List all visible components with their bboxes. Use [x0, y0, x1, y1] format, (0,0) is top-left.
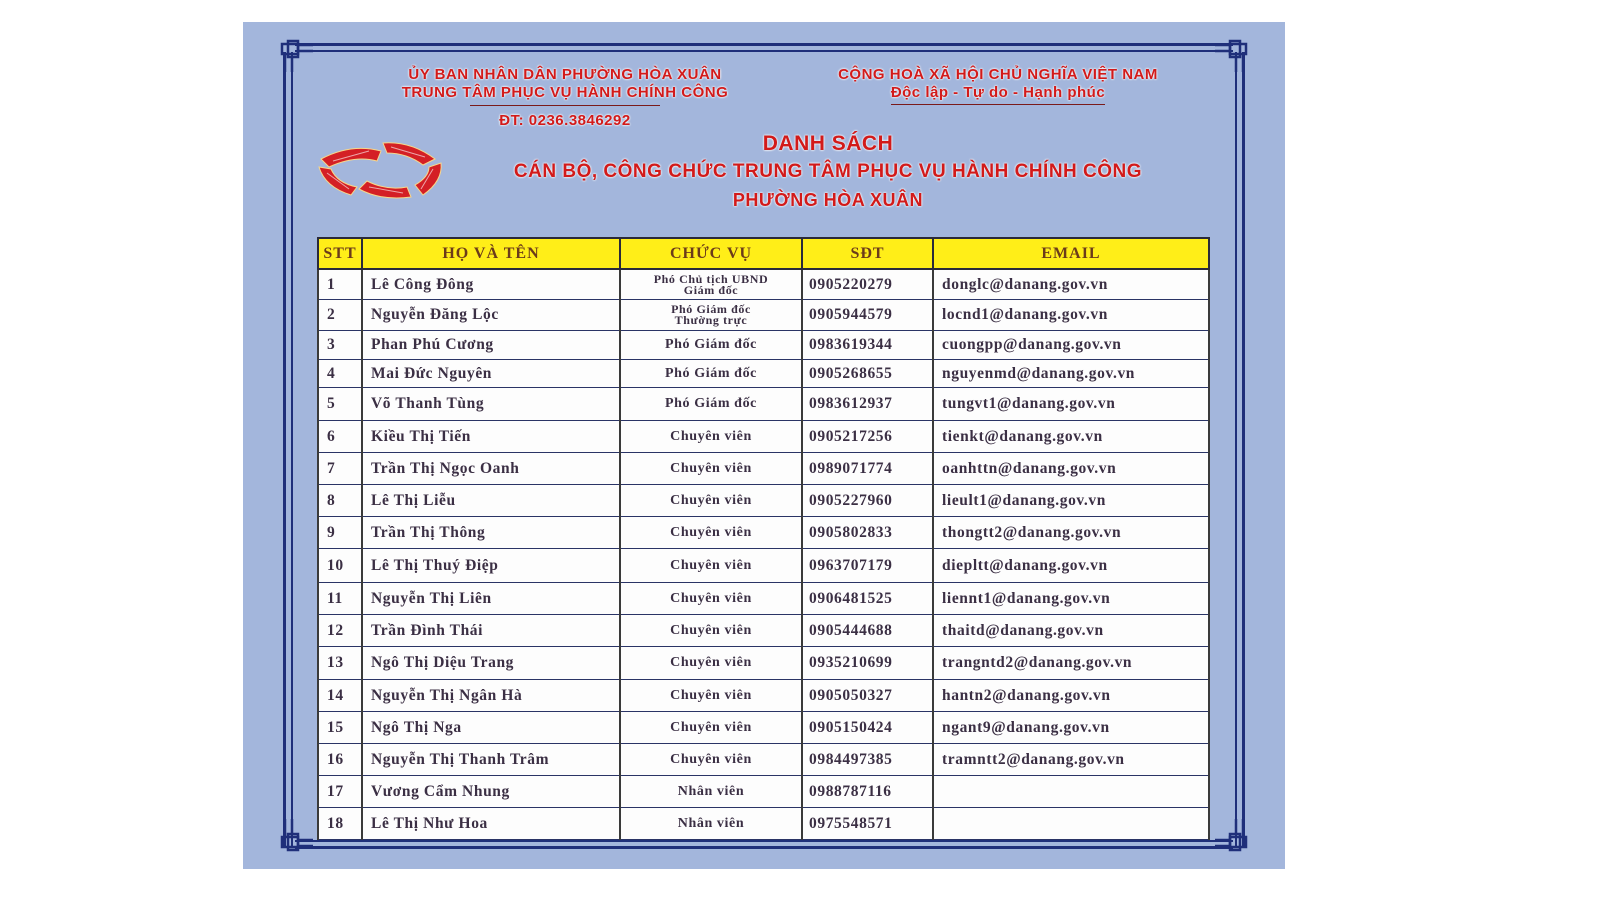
row-email[interactable]: locnd1@danang.gov.vn — [933, 300, 1209, 331]
table-row — [318, 583, 1209, 615]
row-stt: 7 — [318, 453, 362, 485]
table-body — [318, 269, 1209, 840]
header-name: HỌ VÀ TÊN — [362, 238, 620, 269]
row-stt: 8 — [318, 485, 362, 517]
row-phone[interactable]: 0905227960 — [802, 485, 933, 517]
row-name: Võ Thanh Tùng — [362, 388, 620, 421]
national-title: CỘNG HOÀ XÃ HỘI CHỦ NGHĨA VIỆT NAM — [838, 66, 1158, 83]
row-phone[interactable]: 0988787116 — [802, 776, 933, 808]
frame-corner-bottom-left — [279, 819, 313, 853]
row-position: Phó Giám đốc — [620, 388, 802, 421]
row-phone[interactable]: 0984497385 — [802, 744, 933, 776]
row-position: Chuyên viên — [620, 583, 802, 615]
row-email[interactable]: donglc@danang.gov.vn — [933, 269, 1209, 300]
national-header — [793, 66, 1203, 105]
frame-corner-top-left — [279, 38, 313, 72]
row-phone[interactable]: 0983619344 — [802, 331, 933, 360]
row-phone[interactable]: 0905050327 — [802, 680, 933, 712]
row-position: Phó Giám đốc — [620, 360, 802, 388]
row-stt: 12 — [318, 615, 362, 647]
row-name: Trần Đình Thái — [362, 615, 620, 647]
row-name: Mai Đức Nguyên — [362, 360, 620, 388]
row-position: Chuyên viên — [620, 517, 802, 549]
row-phone[interactable]: 0963707179 — [802, 549, 933, 583]
row-email[interactable]: thaitd@danang.gov.vn — [933, 615, 1209, 647]
row-email[interactable]: ngant9@danang.gov.vn — [933, 712, 1209, 744]
row-phone[interactable]: 0989071774 — [802, 453, 933, 485]
header-underline — [470, 105, 660, 106]
row-name: Ngô Thị Nga — [362, 712, 620, 744]
frame-left-inner — [291, 52, 293, 847]
frame-corner-top-right — [1215, 38, 1249, 72]
row-stt: 18 — [318, 808, 362, 840]
title-line-1: DANH SÁCH — [762, 132, 894, 155]
row-stt: 4 — [318, 360, 362, 388]
row-name: Nguyễn Thị Liên — [362, 583, 620, 615]
row-name: Nguyễn Thị Ngân Hà — [362, 680, 620, 712]
row-email[interactable]: tungvt1@danang.gov.vn — [933, 388, 1209, 421]
row-name: Lê Thị Liễu — [362, 485, 620, 517]
table-row — [318, 485, 1209, 517]
row-phone[interactable]: 0905220279 — [802, 269, 933, 300]
row-phone[interactable]: 0935210699 — [802, 647, 933, 680]
table-row — [318, 517, 1209, 549]
row-phone[interactable]: 0906481525 — [802, 583, 933, 615]
row-stt: 3 — [318, 331, 362, 360]
row-position: Chuyên viên — [620, 485, 802, 517]
table-row — [318, 744, 1209, 776]
header-stt: STT — [318, 238, 362, 269]
row-position: Nhân viên — [620, 776, 802, 808]
frame-left-outer — [283, 52, 286, 847]
row-position: Phó Chủ tịch UBND Giám đốc — [620, 269, 802, 300]
row-position: Chuyên viên — [620, 712, 802, 744]
frame-bottom-inner — [295, 840, 1233, 842]
row-email[interactable]: tienkt@danang.gov.vn — [933, 421, 1209, 453]
table-row — [318, 388, 1209, 421]
frame-bottom-outer — [295, 846, 1233, 849]
row-position: Phó Giám đốc Thường trực — [620, 300, 802, 331]
table-row — [318, 647, 1209, 680]
center-name: TRUNG TÂM PHỤC VỤ HÀNH CHÍNH CÔNG — [401, 84, 729, 101]
row-name: Lê Thị Như Hoa — [362, 808, 620, 840]
row-position: Chuyên viên — [620, 647, 802, 680]
agency-name: ỦY BAN NHÂN DÂN PHƯỜNG HÒA XUÂN — [408, 66, 722, 83]
row-stt: 17 — [318, 776, 362, 808]
table-row — [318, 269, 1209, 300]
row-email[interactable]: diepltt@danang.gov.vn — [933, 549, 1209, 583]
row-phone[interactable]: 0905217256 — [802, 421, 933, 453]
row-position: Nhân viên — [620, 808, 802, 840]
row-phone[interactable]: 0905150424 — [802, 712, 933, 744]
row-position: Chuyên viên — [620, 680, 802, 712]
row-stt: 9 — [318, 517, 362, 549]
row-email[interactable]: nguyenmd@danang.gov.vn — [933, 360, 1209, 388]
row-stt: 16 — [318, 744, 362, 776]
national-motto: Độc lập - Tự do - Hạnh phúc — [891, 84, 1105, 105]
star-hands-logo-icon — [311, 137, 453, 201]
staff-list-poster — [243, 22, 1285, 869]
table-row — [318, 300, 1209, 331]
document-title — [473, 130, 1183, 214]
frame-corner-bottom-right — [1215, 819, 1249, 853]
table-row — [318, 615, 1209, 647]
row-stt: 6 — [318, 421, 362, 453]
row-phone[interactable]: 0905268655 — [802, 360, 933, 388]
row-stt: 15 — [318, 712, 362, 744]
row-name: Nguyễn Thị Thanh Trâm — [362, 744, 620, 776]
frame-right-inner — [1235, 52, 1237, 847]
row-email[interactable]: lieult1@danang.gov.vn — [933, 485, 1209, 517]
agency-phone: ĐT: 0236.3846292 — [499, 112, 631, 129]
row-stt: 10 — [318, 549, 362, 583]
row-email[interactable] — [933, 776, 1209, 808]
header-phone: SĐT — [802, 238, 933, 269]
row-email[interactable]: hantn2@danang.gov.vn — [933, 680, 1209, 712]
table-row — [318, 360, 1209, 388]
row-name: Trần Thị Thông — [362, 517, 620, 549]
row-email[interactable]: liennt1@danang.gov.vn — [933, 583, 1209, 615]
frame-top-outer — [295, 43, 1233, 46]
row-name: Nguyễn Đăng Lộc — [362, 300, 620, 331]
frame-right-outer — [1242, 52, 1245, 847]
table-row — [318, 453, 1209, 485]
title-line-3: PHƯỜNG HÒA XUÂN — [732, 190, 924, 210]
table-row — [318, 421, 1209, 453]
row-name: Lê Công Đông — [362, 269, 620, 300]
frame-top-inner — [295, 50, 1233, 52]
header-position: CHỨC VỤ — [620, 238, 802, 269]
table-row — [318, 808, 1209, 840]
row-position: Chuyên viên — [620, 549, 802, 583]
row-stt: 11 — [318, 583, 362, 615]
row-position: Chuyên viên — [620, 744, 802, 776]
row-email[interactable]: trangntd2@danang.gov.vn — [933, 647, 1209, 680]
row-phone[interactable]: 0983612937 — [802, 388, 933, 421]
table-header-row — [318, 238, 1209, 269]
row-phone[interactable]: 0905802833 — [802, 517, 933, 549]
staff-table — [317, 237, 1210, 840]
row-email[interactable] — [933, 808, 1209, 840]
table-row — [318, 776, 1209, 808]
row-position: Chuyên viên — [620, 453, 802, 485]
table-row — [318, 331, 1209, 360]
row-name: Trần Thị Ngọc Oanh — [362, 453, 620, 485]
row-phone[interactable]: 0975548571 — [802, 808, 933, 840]
row-stt: 2 — [318, 300, 362, 331]
agency-header — [310, 66, 820, 130]
title-line-2: CÁN BỘ, CÔNG CHỨC TRUNG TÂM PHỤC VỤ HÀNH CHÍNH CÔNG — [513, 161, 1143, 182]
row-name: Ngô Thị Diệu Trang — [362, 647, 620, 680]
table-row — [318, 549, 1209, 583]
row-stt: 1 — [318, 269, 362, 300]
table-row — [318, 712, 1209, 744]
row-stt: 14 — [318, 680, 362, 712]
header-email: EMAIL — [933, 238, 1209, 269]
row-stt: 13 — [318, 647, 362, 680]
row-phone[interactable]: 0905944579 — [802, 300, 933, 331]
row-name: Lê Thị Thuý Điệp — [362, 549, 620, 583]
row-email[interactable]: oanhttn@danang.gov.vn — [933, 453, 1209, 485]
row-name: Kiều Thị Tiến — [362, 421, 620, 453]
row-phone[interactable]: 0905444688 — [802, 615, 933, 647]
row-position: Chuyên viên — [620, 615, 802, 647]
row-name: Vương Cẩm Nhung — [362, 776, 620, 808]
table-row — [318, 680, 1209, 712]
row-email[interactable]: tramntt2@danang.gov.vn — [933, 744, 1209, 776]
row-position: Phó Giám đốc — [620, 331, 802, 360]
row-name: Phan Phú Cương — [362, 331, 620, 360]
row-email[interactable]: cuongpp@danang.gov.vn — [933, 331, 1209, 360]
row-stt: 5 — [318, 388, 362, 421]
row-position: Chuyên viên — [620, 421, 802, 453]
row-email[interactable]: thongtt2@danang.gov.vn — [933, 517, 1209, 549]
